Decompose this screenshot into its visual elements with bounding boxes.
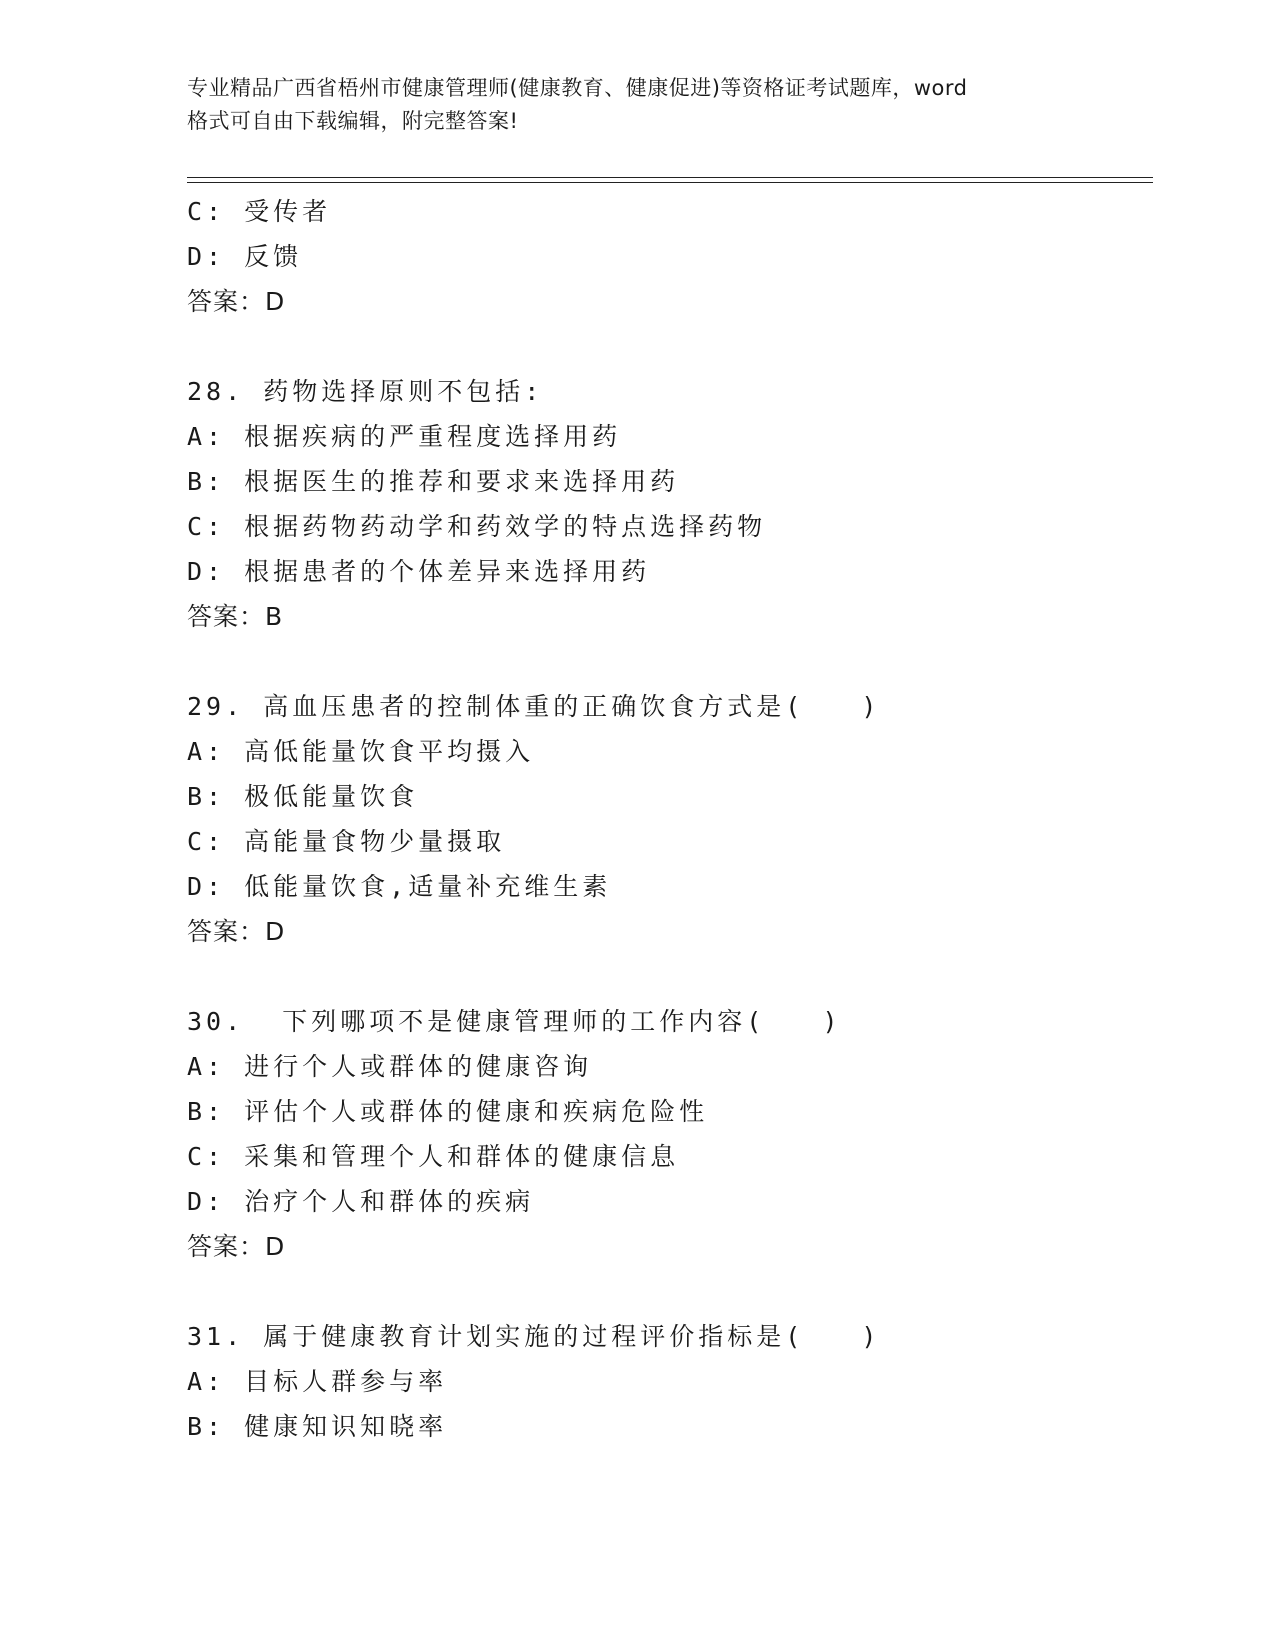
q28-option-d: D: 根据患者的个体差异来选择用药 <box>187 557 651 586</box>
q28-option-c: C: 根据药物药动学和药效学的特点选择药物 <box>187 512 767 541</box>
q30-option-c: C: 采集和管理个人和群体的健康信息 <box>187 1142 680 1171</box>
q28-stem: 28. 药物选择原则不包括: <box>187 377 544 406</box>
q29-option-d: D: 低能量饮食,适量补充维生素 <box>187 872 612 901</box>
header-divider-bottom <box>187 182 1153 183</box>
q30-option-b: B: 评估个人或群体的健康和疾病危险性 <box>187 1097 709 1126</box>
q30-stem: 30. 下列哪项不是健康管理师的工作内容( ) <box>187 1007 842 1036</box>
q31-option-a: A: 目标人群参与率 <box>187 1367 448 1396</box>
q27-answer: 答案：D <box>187 287 286 316</box>
document-header <box>187 72 1147 138</box>
q31-option-b: B: 健康知识知晓率 <box>187 1412 448 1441</box>
q28-answer: 答案：B <box>187 602 284 631</box>
q28-option-b: B: 根据医生的推荐和要求来选择用药 <box>187 467 680 496</box>
q29-stem: 29. 高血压患者的控制体重的正确饮食方式是( ) <box>187 692 881 721</box>
q27-option-d: D: 反馈 <box>187 242 303 271</box>
q28-option-a: A: 根据疾病的严重程度选择用药 <box>187 422 622 451</box>
header-divider-top <box>187 177 1153 178</box>
q29-option-c: C: 高能量食物少量摄取 <box>187 827 506 856</box>
q29-answer: 答案：D <box>187 917 286 946</box>
q30-option-d: D: 治疗个人和群体的疾病 <box>187 1187 535 1216</box>
q29-option-b: B: 极低能量饮食 <box>187 782 419 811</box>
q27-option-c: C: 受传者 <box>187 197 332 226</box>
q30-option-a: A: 进行个人或群体的健康咨询 <box>187 1052 593 1081</box>
header-line-2: 格式可自由下载编辑，附完整答案! <box>187 109 519 133</box>
q30-answer: 答案：D <box>187 1232 286 1261</box>
header-line-1: 专业精品广西省梧州市健康管理师(健康教育、健康促进)等资格证考试题库，word <box>187 76 968 100</box>
q29-option-a: A: 高低能量饮食平均摄入 <box>187 737 535 766</box>
q31-stem: 31. 属于健康教育计划实施的过程评价指标是( ) <box>187 1322 881 1351</box>
